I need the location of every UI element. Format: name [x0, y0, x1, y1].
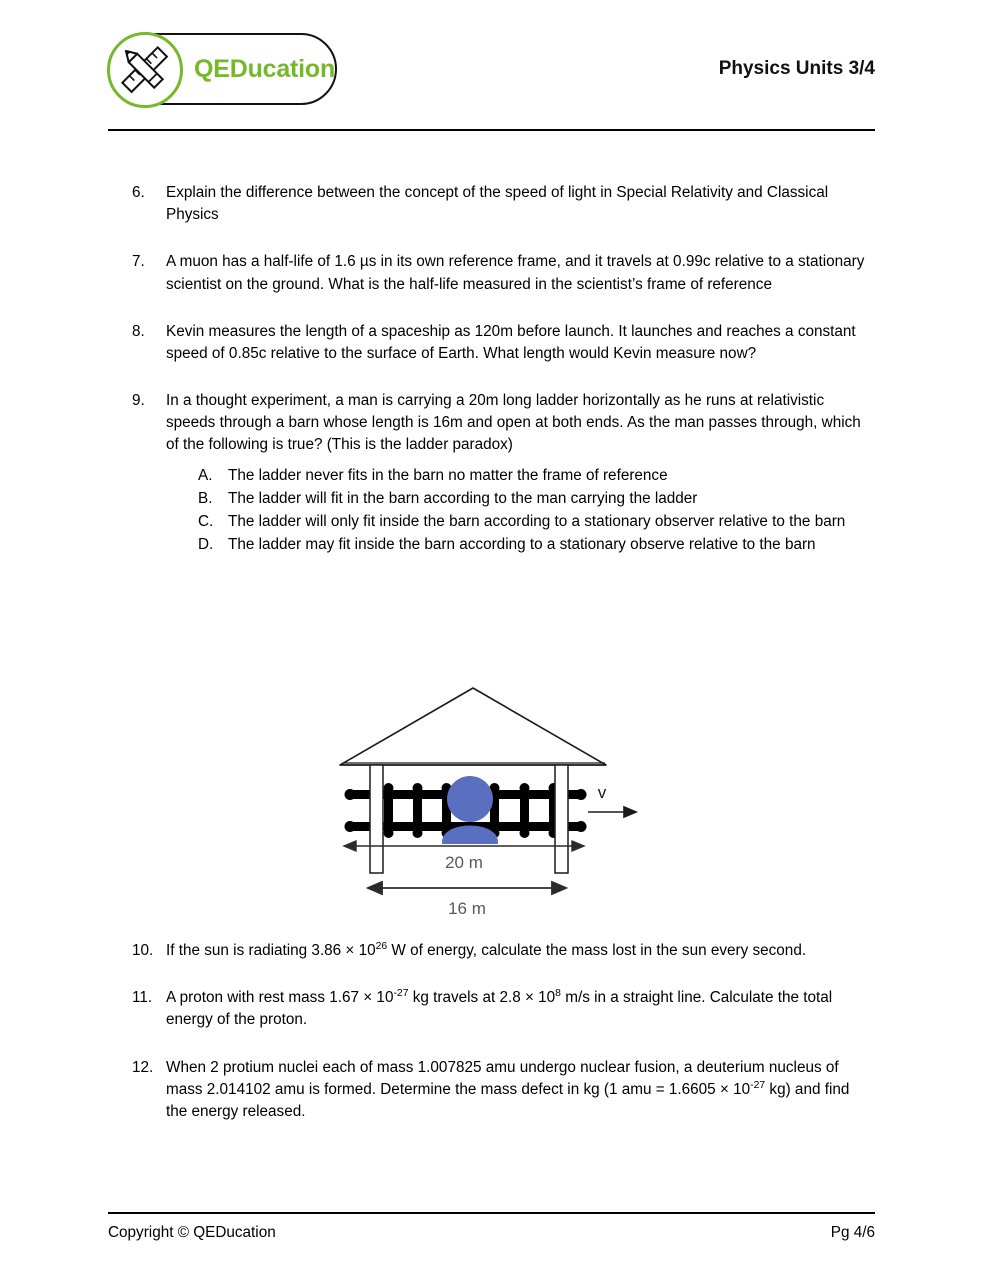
page-title: Physics Units 3/4 [718, 58, 875, 79]
question-number: 11. [132, 989, 153, 1007]
page-number: Pg 4/6 [830, 1224, 875, 1241]
question-text-pre: A proton with rest mass 1.67 × 10 [166, 989, 394, 1007]
question-item [132, 182, 872, 226]
choice-text: The ladder may fit inside the barn according to a stationary observe relative to the barn [228, 536, 816, 554]
choice-letter: B. [198, 489, 213, 507]
exponent: -27 [393, 988, 409, 1000]
question-text: Explain the difference between the concept of the speed of light in Special Relativity and Classical Physics [166, 184, 829, 224]
question-item [132, 321, 872, 365]
question-item [132, 251, 872, 295]
question-item [132, 390, 872, 457]
barn-length-label: 16 m [448, 899, 486, 918]
question-text-mid: kg travels at 2.8 × 10 [408, 989, 556, 1007]
question-text-post: kg) and find the energy released. [166, 1080, 850, 1120]
question-text [166, 987, 872, 1031]
question-text-pre: If the sun is radiating 3.86 × 10 [166, 942, 376, 959]
question-number: 7. [132, 253, 145, 271]
choice-letter: D. [198, 536, 214, 554]
question-number: 6. [132, 184, 145, 201]
pencil-ruler-icon [107, 32, 183, 108]
question-number: 9. [132, 392, 145, 410]
question-number: 8. [132, 322, 145, 340]
footer-divider [108, 1212, 875, 1214]
page-header [108, 26, 875, 112]
ladder-length-label: 20 m [445, 853, 483, 872]
question-text [166, 1057, 872, 1124]
question-text: In a thought experiment, a man is carrying a 20m long ladder horizontally as he runs at relativistic speeds through a barn whose length is 16m and open at both ends. As the man passes through, which of the following is true? (This is the ladder paradox) [166, 392, 861, 454]
exponent: -27 [750, 1079, 766, 1091]
choice-letter: A. [198, 466, 213, 484]
choice-text: The ladder never fits in the barn no matter the frame of reference [228, 466, 668, 484]
header-divider [108, 129, 875, 131]
question-text-post: W of energy, calculate the mass lost in the sun every second. [387, 942, 807, 959]
questions-list-lower [132, 940, 872, 1148]
question-text [166, 940, 872, 962]
question-text: Kevin measures the length of a spaceship as 120m before launch. It launches and reaches a constant speed of 0.85c relative to the surface of Earth. What length would Kevin measure now? [166, 322, 856, 362]
question-text-pre: When 2 protium nuclei each of mass 1.007825 amu undergo nuclear fusion, a deuterium nucleus of mass 2.014102 amu is formed. Determine the mass defect in kg (1 amu = 1.6605 × 10 [166, 1058, 839, 1098]
page-footer [108, 1224, 875, 1242]
question-item [132, 940, 872, 962]
choice-item-c[interactable] [198, 511, 872, 533]
question-item [132, 987, 872, 1031]
logo-wordmark: QEDucation [194, 54, 336, 83]
exponent: 8 [555, 988, 561, 1000]
choice-text: The ladder will only fit inside the barn according to a stationary observer relative to the barn [228, 512, 846, 530]
questions-list [132, 182, 872, 557]
ladder-paradox-diagram [330, 672, 670, 930]
question-number: 12. [132, 1058, 154, 1076]
question-text: A muon has a half-life of 1.6 µs in its own reference frame, and it travels at 0.99c relative to a stationary scientist on the ground. What is the half-life measured in the scientist’s frame of reference [166, 253, 865, 293]
question-number: 10. [132, 942, 154, 959]
choice-item-a[interactable] [198, 465, 872, 487]
exponent: 26 [375, 940, 388, 952]
question-text-post: m/s in a straight line. Calculate the total energy of the proton. [166, 989, 833, 1029]
choice-text: The ladder will fit in the barn according to the man carrying the ladder [228, 489, 698, 507]
answer-choices [198, 465, 872, 557]
question-item [132, 1057, 872, 1124]
choice-item-d[interactable] [198, 534, 872, 556]
copyright-text: Copyright © QEDucation [108, 1224, 276, 1241]
choice-letter: C. [198, 512, 214, 530]
choice-item-b[interactable] [198, 488, 872, 510]
qeducation-logo [108, 33, 337, 105]
velocity-label: v [597, 783, 607, 802]
